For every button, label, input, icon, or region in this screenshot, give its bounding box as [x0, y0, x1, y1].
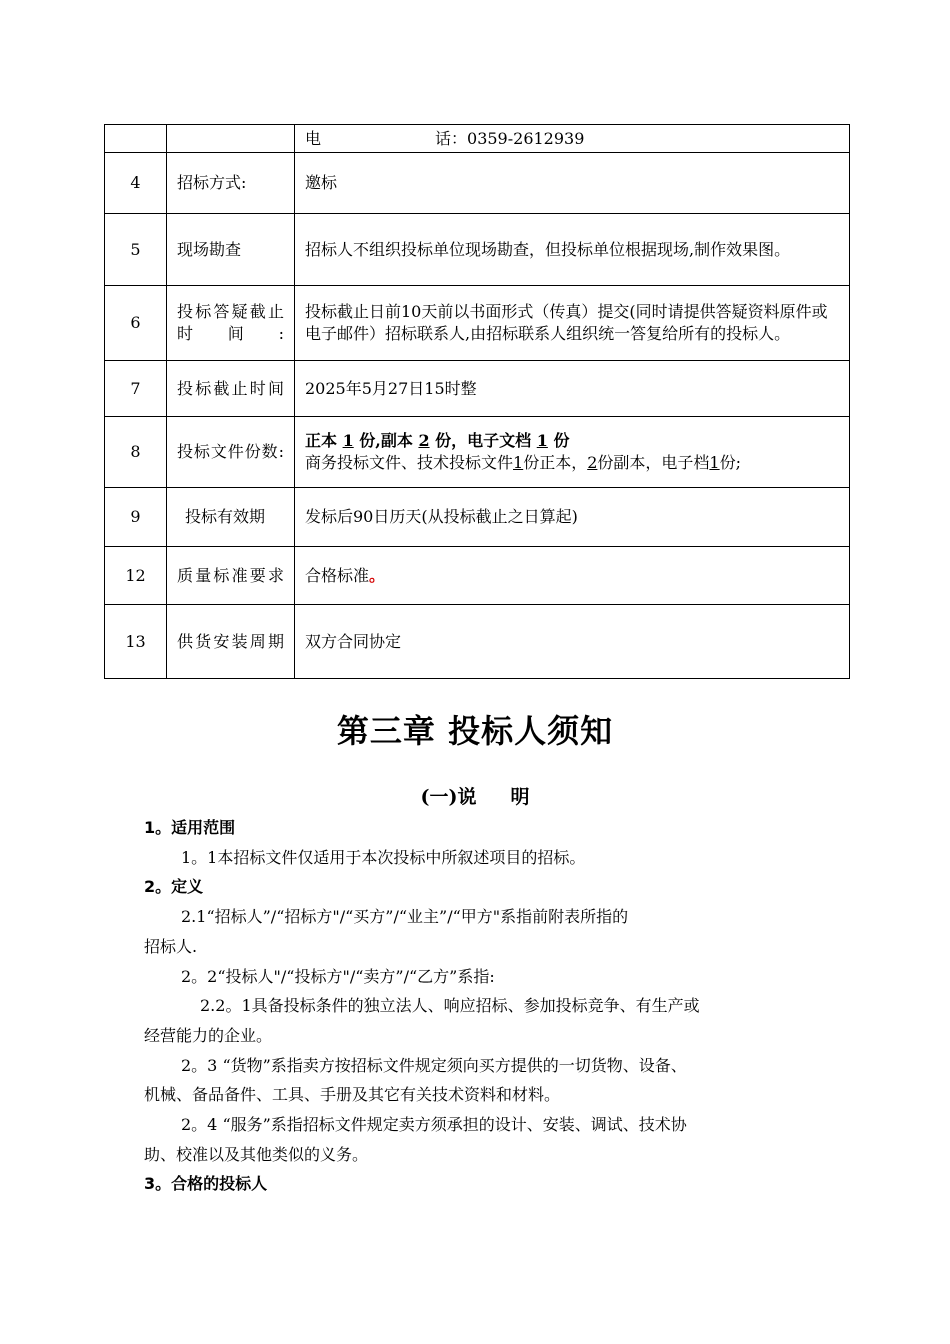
row-content-cell	[295, 547, 850, 605]
table-row	[105, 286, 850, 361]
row-number: 8	[105, 417, 167, 488]
paragraph: 2。2“投标人"/“投标方"/“卖方”/“乙方”系指:	[181, 966, 495, 986]
row-label: 投标截止时间	[167, 361, 295, 417]
heading-definitions: 2。定义	[144, 877, 204, 897]
table-row	[105, 605, 850, 679]
body-text	[144, 813, 824, 1199]
copies-cell	[295, 417, 850, 488]
row-label: 质量标准要求	[167, 547, 295, 605]
text-span: 份	[547, 431, 570, 450]
row-number: 6	[105, 286, 167, 361]
section-title-left: (一)说	[420, 786, 477, 808]
row-label: 现场勘查	[167, 214, 295, 286]
row-label: 投标答疑截止时间:	[167, 286, 295, 361]
red-period-mark: 。	[369, 565, 386, 585]
table-row	[105, 488, 850, 547]
copies-line-1	[305, 430, 839, 452]
paragraph: 2.1“招标人”/“招标方"/“买方”/“业主”/“甲方"系指前附表所指的	[181, 907, 629, 927]
row-content: 投标截止日前10天前以书面形式（传真）提交(同时请提供答疑资料原件或电子邮件）招标联系人,由招标联系人组织统一答复给所有的投标人。	[295, 286, 850, 361]
phone-cell	[295, 125, 850, 153]
paragraph: 助、校准以及其他类似的义务。	[144, 1144, 369, 1164]
row-label: 投标文件份数:	[167, 417, 295, 488]
chapter-title: 第三章 投标人须知	[336, 712, 614, 750]
row-number: 9	[105, 488, 167, 547]
text-span: 份正本，	[523, 453, 588, 472]
section-title-right: 明	[510, 786, 530, 808]
phone-label-suffix: 话：	[435, 128, 468, 148]
table-row	[105, 361, 850, 417]
row-number-cell	[105, 125, 167, 153]
row-content: 2025年5月27日15时整	[295, 361, 850, 417]
row-label: 招标方式:	[167, 153, 295, 214]
row-content: 招标人不组织投标单位现场勘查，但投标单位根据现场,制作效果图。	[295, 214, 850, 286]
row-content: 双方合同协定	[295, 605, 850, 679]
paragraph: 机械、备品备件、工具、手册及其它有关技术资料和材料。	[144, 1085, 561, 1105]
table-row	[105, 417, 850, 488]
paragraph: 2.2。1具备投标条件的独立法人、响应招标、参加投标竞争、有生产或	[200, 996, 700, 1016]
copy-count: 2	[418, 431, 430, 450]
row-number: 12	[105, 547, 167, 605]
table-row	[105, 214, 850, 286]
text-span: 正本	[305, 431, 343, 450]
phone-value: 0359-2612939	[467, 128, 585, 148]
original-count: 1	[513, 453, 524, 472]
text-span: 商务投标文件、技术投标文件	[305, 453, 514, 472]
paragraph: 2。3 “货物”系指卖方按招标文件规定须向买方提供的一切货物、设备、	[181, 1055, 687, 1075]
phone-label: 电	[305, 128, 322, 148]
bid-info-table	[104, 124, 850, 679]
copy-count: 2	[587, 453, 598, 472]
row-number: 13	[105, 605, 167, 679]
table-row	[105, 153, 850, 214]
table-row	[105, 125, 850, 153]
text-span: 份，电子文档	[429, 431, 537, 450]
electronic-count: 1	[709, 453, 720, 472]
electronic-count: 1	[536, 431, 548, 450]
row-content: 邀标	[295, 153, 850, 214]
row-label-cell	[167, 125, 295, 153]
heading-scope: 1。适用范围	[144, 818, 236, 837]
paragraph: 经营能力的企业。	[144, 1025, 273, 1045]
original-count: 1	[342, 431, 354, 450]
paragraph: 招标人.	[144, 936, 198, 956]
table-row	[105, 547, 850, 605]
row-content: 合格标准	[305, 565, 370, 585]
text-span: 份;	[719, 453, 742, 472]
paragraph: 2。4 “服务”系指招标文件规定卖方须承担的设计、安装、调试、技术协	[181, 1115, 687, 1135]
text-span: 份,副本	[353, 431, 419, 450]
row-label: 投标有效期	[167, 488, 295, 547]
copies-line-2	[305, 452, 839, 474]
row-number: 5	[105, 214, 167, 286]
row-label: 供货安装周期	[167, 605, 295, 679]
section-title	[0, 782, 950, 809]
row-number: 7	[105, 361, 167, 417]
paragraph: 1。1本招标文件仅适用于本次投标中所叙述项目的招标。	[181, 847, 586, 867]
row-content: 发标后90日历天(从投标截止之日算起)	[295, 488, 850, 547]
heading-qualified-bidder: 3。合格的投标人	[144, 1174, 268, 1194]
text-span: 份副本，电子档	[597, 453, 710, 472]
row-number: 4	[105, 153, 167, 214]
